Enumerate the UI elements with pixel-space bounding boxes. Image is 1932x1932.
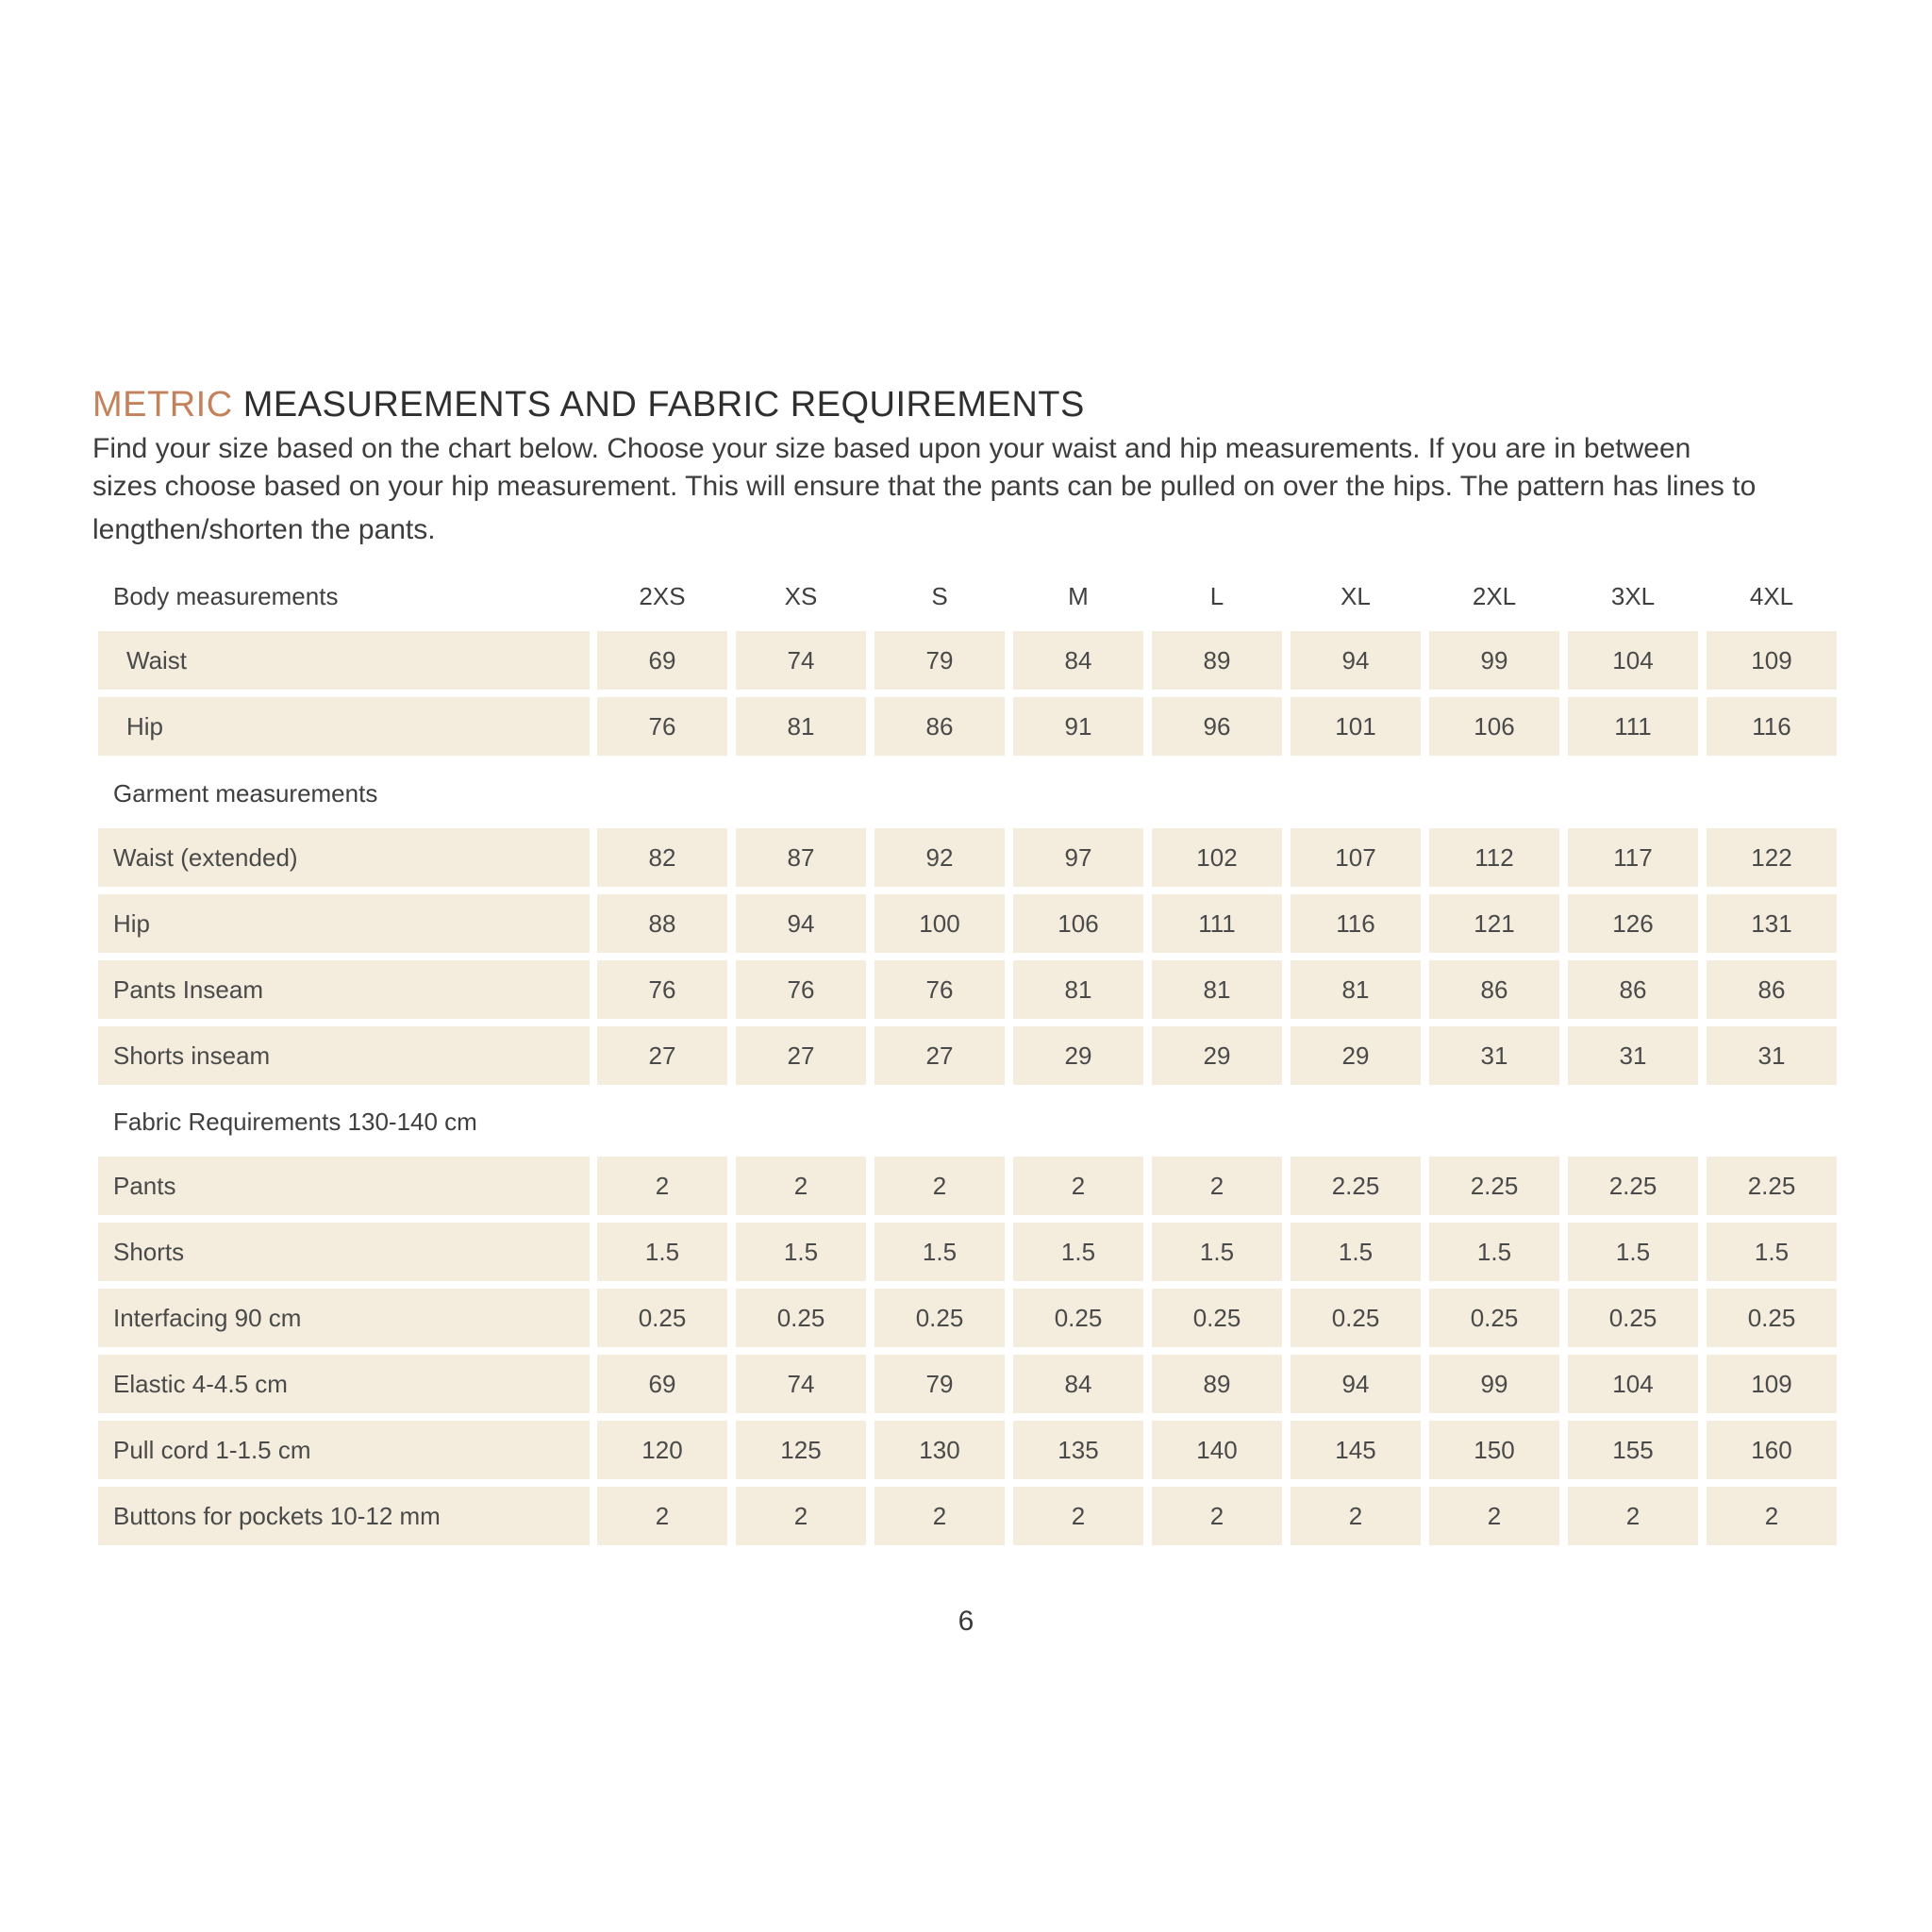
value-cell: 1.5 <box>1707 1223 1837 1281</box>
value-cell: 1.5 <box>1152 1223 1282 1281</box>
row-label: Interfacing 90 cm <box>98 1289 590 1347</box>
row-label: Waist <box>98 631 590 690</box>
row-label: Waist (extended) <box>98 828 590 887</box>
value-cell: 135 <box>1013 1421 1143 1479</box>
value-cell: 1.5 <box>874 1223 1005 1281</box>
value-cell: 116 <box>1707 697 1837 756</box>
value-cell: 122 <box>1707 828 1837 887</box>
value-cell: 31 <box>1429 1026 1559 1085</box>
value-cell: 2.25 <box>1707 1157 1837 1215</box>
value-cell: 27 <box>736 1026 866 1085</box>
value-cell: 2 <box>1707 1487 1837 1545</box>
page-number: 6 <box>958 1606 974 1637</box>
value-cell: 79 <box>874 1355 1005 1413</box>
value-cell: 88 <box>597 894 727 953</box>
value-cell: 29 <box>1291 1026 1421 1085</box>
table-row <box>98 1355 1835 1413</box>
value-cell: 76 <box>874 960 1005 1019</box>
value-cell: 2 <box>597 1487 727 1545</box>
size-header: 2XS <box>639 582 686 610</box>
value-cell: 2 <box>874 1157 1005 1215</box>
value-cell: 126 <box>1568 894 1698 953</box>
value-cell: 0.25 <box>1013 1289 1143 1347</box>
value-cell: 125 <box>736 1421 866 1479</box>
body-measurements-heading: Body measurements <box>113 582 339 610</box>
size-header: S <box>931 582 948 610</box>
value-cell: 150 <box>1429 1421 1559 1479</box>
value-cell: 131 <box>1707 894 1837 953</box>
value-cell: 109 <box>1707 631 1837 690</box>
value-cell: 1.5 <box>1429 1223 1559 1281</box>
value-cell: 76 <box>597 960 727 1019</box>
value-cell: 29 <box>1013 1026 1143 1085</box>
size-header: 2XL <box>1472 582 1517 610</box>
value-cell: 81 <box>1152 960 1282 1019</box>
value-cell: 2 <box>1291 1487 1421 1545</box>
value-cell: 0.25 <box>1707 1289 1837 1347</box>
value-cell: 116 <box>1291 894 1421 953</box>
value-cell: 92 <box>874 828 1005 887</box>
size-header: 4XL <box>1749 582 1794 610</box>
value-cell: 1.5 <box>1013 1223 1143 1281</box>
value-cell: 2.25 <box>1429 1157 1559 1215</box>
value-cell: 81 <box>1291 960 1421 1019</box>
value-cell: 0.25 <box>874 1289 1005 1347</box>
value-cell: 2 <box>736 1487 866 1545</box>
value-cell: 2 <box>1013 1487 1143 1545</box>
value-cell: 2 <box>874 1487 1005 1545</box>
value-cell: 84 <box>1013 1355 1143 1413</box>
section-heading: Fabric Requirements 130-140 cm <box>113 1108 477 1136</box>
value-cell: 1.5 <box>736 1223 866 1281</box>
value-cell: 2 <box>1429 1487 1559 1545</box>
value-cell: 111 <box>1568 697 1698 756</box>
value-cell: 104 <box>1568 1355 1698 1413</box>
value-cell: 27 <box>874 1026 1005 1085</box>
value-cell: 91 <box>1013 697 1143 756</box>
value-cell: 99 <box>1429 631 1559 690</box>
value-cell: 86 <box>1707 960 1837 1019</box>
table-row <box>98 1421 1835 1479</box>
intro-line-1: Find your size based on the chart below. Choose your size based upon your waist and hip measurements. If you are in between <box>92 433 1691 464</box>
value-cell: 27 <box>597 1026 727 1085</box>
table-row <box>98 697 1835 756</box>
value-cell: 86 <box>1429 960 1559 1019</box>
value-cell: 76 <box>736 960 866 1019</box>
value-cell: 81 <box>736 697 866 756</box>
value-cell: 96 <box>1152 697 1282 756</box>
value-cell: 74 <box>736 631 866 690</box>
row-label: Buttons for pockets 10-12 mm <box>98 1487 590 1545</box>
value-cell: 74 <box>736 1355 866 1413</box>
value-cell: 0.25 <box>1429 1289 1559 1347</box>
table-row <box>98 1223 1835 1281</box>
value-cell: 100 <box>874 894 1005 953</box>
value-cell: 89 <box>1152 631 1282 690</box>
table-row <box>98 960 1835 1019</box>
value-cell: 94 <box>1291 631 1421 690</box>
section-heading: Garment measurements <box>113 779 378 808</box>
row-label: Hip <box>98 894 590 953</box>
value-cell: 2 <box>1152 1157 1282 1215</box>
value-cell: 2 <box>1568 1487 1698 1545</box>
value-cell: 102 <box>1152 828 1282 887</box>
value-cell: 69 <box>597 631 727 690</box>
size-header: XS <box>784 582 818 610</box>
size-header: M <box>1068 582 1089 610</box>
intro-line-2: sizes choose based on your hip measurement. This will ensure that the pants can be pulled on over the hips. The pattern has lines to <box>92 471 1757 502</box>
value-cell: 120 <box>597 1421 727 1479</box>
value-cell: 2 <box>1152 1487 1282 1545</box>
value-cell: 69 <box>597 1355 727 1413</box>
table-row <box>98 828 1835 887</box>
row-label: Pants Inseam <box>98 960 590 1019</box>
value-cell: 117 <box>1568 828 1698 887</box>
value-cell: 106 <box>1429 697 1559 756</box>
value-cell: 89 <box>1152 1355 1282 1413</box>
value-cell: 109 <box>1707 1355 1837 1413</box>
value-cell: 121 <box>1429 894 1559 953</box>
value-cell: 86 <box>1568 960 1698 1019</box>
row-label: Pants <box>98 1157 590 1215</box>
value-cell: 107 <box>1291 828 1421 887</box>
value-cell: 31 <box>1568 1026 1698 1085</box>
value-cell: 94 <box>736 894 866 953</box>
row-label: Shorts <box>98 1223 590 1281</box>
value-cell: 99 <box>1429 1355 1559 1413</box>
value-cell: 81 <box>1013 960 1143 1019</box>
value-cell: 1.5 <box>1291 1223 1421 1281</box>
value-cell: 84 <box>1013 631 1143 690</box>
table-row <box>98 1026 1835 1085</box>
value-cell: 0.25 <box>1291 1289 1421 1347</box>
value-cell: 79 <box>874 631 1005 690</box>
table-row <box>98 1487 1835 1545</box>
value-cell: 29 <box>1152 1026 1282 1085</box>
title-rest: MEASUREMENTS AND FABRIC REQUIREMENTS <box>232 385 1085 425</box>
value-cell: 31 <box>1707 1026 1837 1085</box>
value-cell: 0.25 <box>1152 1289 1282 1347</box>
value-cell: 94 <box>1291 1355 1421 1413</box>
value-cell: 87 <box>736 828 866 887</box>
value-cell: 0.25 <box>1568 1289 1698 1347</box>
value-cell: 82 <box>597 828 727 887</box>
title-accent: METRIC <box>92 385 233 425</box>
row-label: Shorts inseam <box>98 1026 590 1085</box>
row-label: Hip <box>98 697 590 756</box>
value-cell: 140 <box>1152 1421 1282 1479</box>
value-cell: 112 <box>1429 828 1559 887</box>
intro-line-3: lengthen/shorten the pants. <box>92 514 436 545</box>
value-cell: 0.25 <box>736 1289 866 1347</box>
value-cell: 106 <box>1013 894 1143 953</box>
table-row <box>98 631 1835 690</box>
table-row <box>98 1157 1835 1215</box>
value-cell: 86 <box>874 697 1005 756</box>
value-cell: 97 <box>1013 828 1143 887</box>
table-row <box>98 1289 1835 1347</box>
size-header: L <box>1209 582 1224 610</box>
value-cell: 104 <box>1568 631 1698 690</box>
value-cell: 76 <box>597 697 727 756</box>
value-cell: 155 <box>1568 1421 1698 1479</box>
value-cell: 1.5 <box>1568 1223 1698 1281</box>
value-cell: 2.25 <box>1568 1157 1698 1215</box>
table-row <box>98 894 1835 953</box>
value-cell: 160 <box>1707 1421 1837 1479</box>
value-cell: 111 <box>1152 894 1282 953</box>
value-cell: 2 <box>597 1157 727 1215</box>
size-header: 3XL <box>1610 582 1656 610</box>
value-cell: 2 <box>736 1157 866 1215</box>
row-label: Elastic 4-4.5 cm <box>98 1355 590 1413</box>
value-cell: 1.5 <box>597 1223 727 1281</box>
value-cell: 101 <box>1291 697 1421 756</box>
value-cell: 130 <box>874 1421 1005 1479</box>
value-cell: 0.25 <box>597 1289 727 1347</box>
row-label: Pull cord 1-1.5 cm <box>98 1421 590 1479</box>
value-cell: 2 <box>1013 1157 1143 1215</box>
value-cell: 2.25 <box>1291 1157 1421 1215</box>
size-header: XL <box>1341 582 1371 610</box>
value-cell: 145 <box>1291 1421 1421 1479</box>
